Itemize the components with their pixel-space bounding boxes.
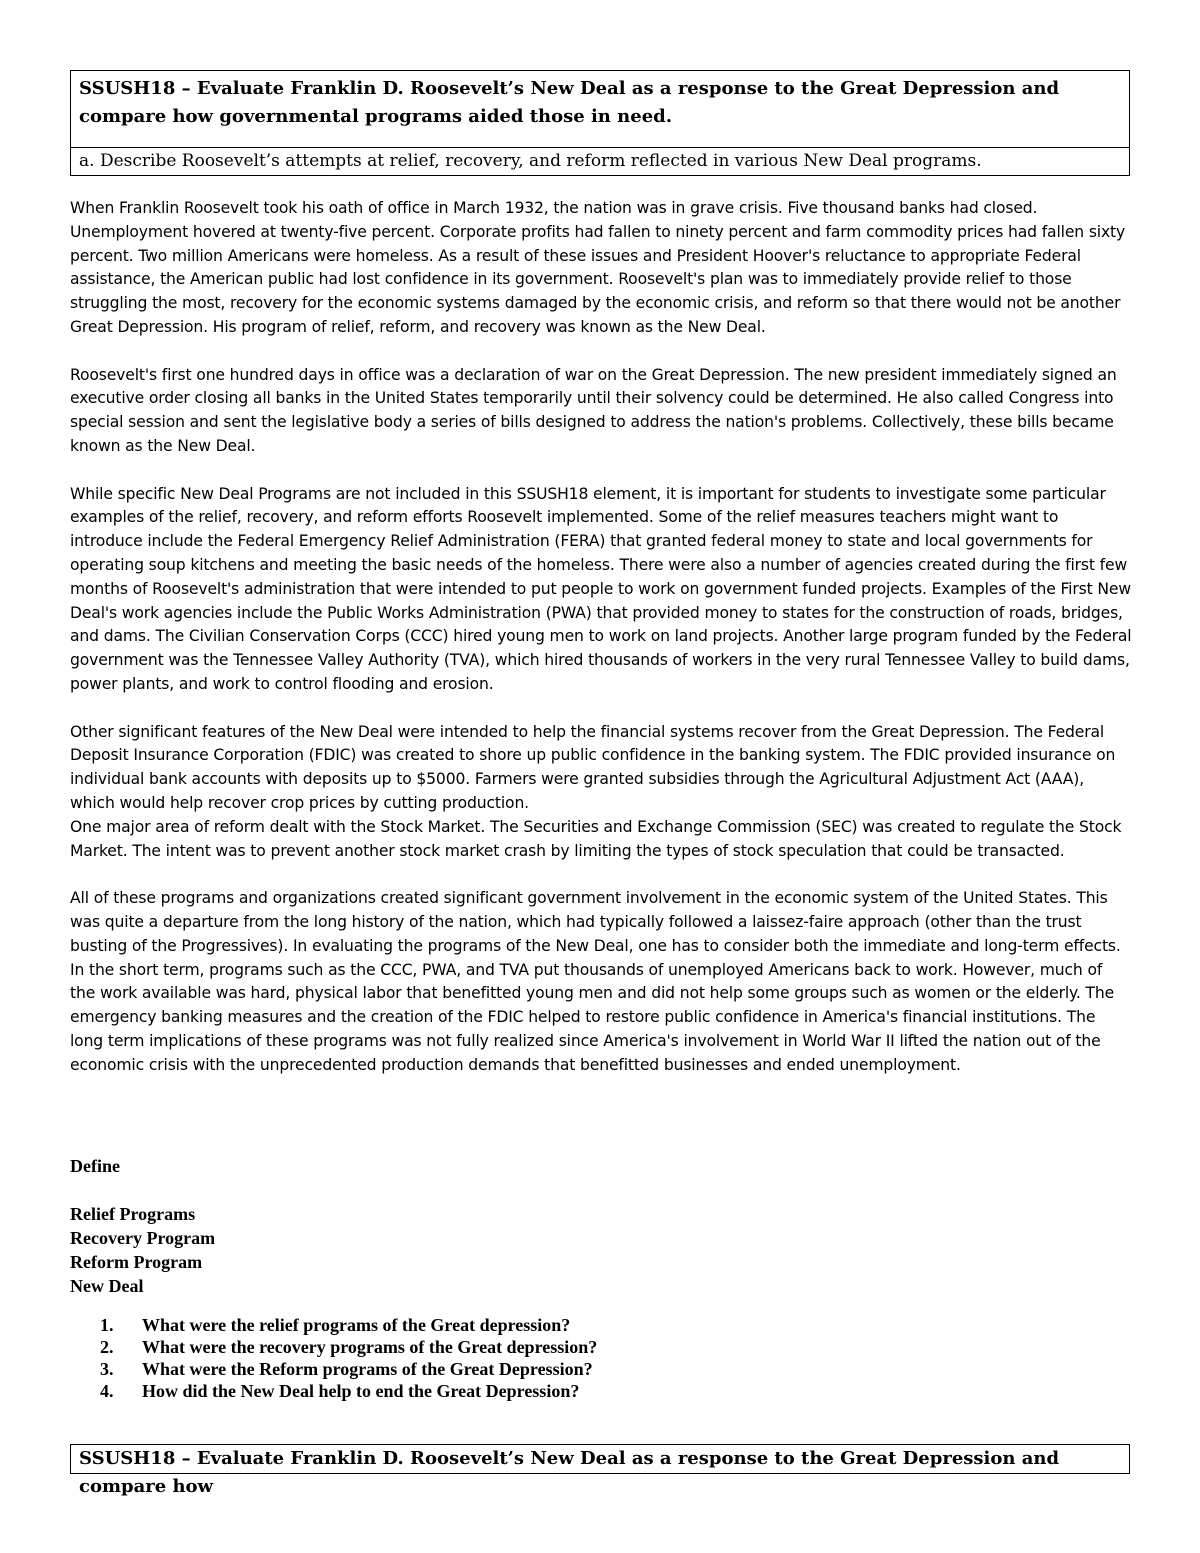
question-list	[100, 1314, 597, 1402]
standard-element: a. Describe Roosevelt’s attempts at relief, recovery, and reform reflected in various New Deal programs.	[71, 147, 1129, 175]
define-term: Relief Programs	[70, 1204, 196, 1224]
standard-box	[70, 70, 1130, 176]
question-number: 1.	[100, 1315, 114, 1335]
question-number: 4.	[100, 1381, 114, 1401]
question-number: 2.	[100, 1337, 114, 1357]
paragraph-reform: One major area of reform dealt with the Stock Market. The Securities and Exchange Commission (SEC) was created to regulate the Stock Market. The intent was to prevent another stock market crash by limiting the types of stock speculation that could be transacted.	[70, 817, 1122, 860]
paragraph-intro: When Franklin Roosevelt took his oath of office in March 1932, the nation was in grave crisis. Five thousand banks had closed. Unemployment hovered at twenty-five percent. Corporate profits had fallen to ninety percent and farm commodity prices had fallen sixty percent. Two million Americans were homeless. As a result of these issues and President Hoover's reluctance to appropriate Federal assistance, the American public had lost confidence in its government. Roosevelt's plan was to immediately provide relief to those struggling the most, recovery for the economic systems damaged by the economic crisis, and reform so that there would not be another Great Depression. His program of relief, reform, and recovery was known as the New Deal.	[70, 199, 1126, 336]
standard-title-repeat: SSUSH18 – Evaluate Franklin D. Roosevelt’s New Deal as a response to the Great Depression and compare how	[79, 1448, 1060, 1497]
question-text: What were the relief programs of the Great depression?	[142, 1315, 571, 1335]
define-term: Recovery Program	[70, 1228, 216, 1248]
question-item	[100, 1380, 597, 1402]
paragraph-evaluation: All of these programs and organizations created significant government involvement in the economic system of the United States. This was quite a departure from the long history of the nation, which had typically followed a laissez-faire approach (other than the trust busting of the Progressives). In evaluating the programs of the New Deal, one has to consider both the immediate and long-term effects. In the short term, programs such as the CCC, PWA, and TVA put thousands of unemployed Americans back to work. However, much of the work available was hard, physical labor that benefitted young men and did not help some groups such as women or the elderly. The emergency banking measures and the creation of the FDIC helped to restore public confidence in America's financial institutions. The long term implications of these programs was not fully realized since America's involvement in World War II lifted the nation out of the economic crisis with the unprecedented production demands that benefitted businesses and ended unemployment.	[70, 889, 1121, 1074]
question-text: What were the Reform programs of the Great Depression?	[142, 1359, 593, 1379]
paragraph-first-hundred-days: Roosevelt's first one hundred days in office was a declaration of war on the Great Depression. The new president immediately signed an executive order closing all banks in the United States temporarily until their solvency could be determined. He also called Congress into special session and sent the legislative body a series of bills designed to address the nation's problems. Collectively, these bills became known as the New Deal.	[70, 365, 1117, 455]
define-term: Reform Program	[70, 1252, 203, 1272]
question-item	[100, 1314, 597, 1336]
define-heading: Define	[70, 1156, 120, 1176]
standard-title: SSUSH18 – Evaluate Franklin D. Roosevelt’s New Deal as a response to the Great Depression and compare how governmental programs aided those in need.	[79, 78, 1060, 127]
question-text: How did the New Deal help to end the Great Depression?	[142, 1381, 580, 1401]
define-term: New Deal	[70, 1276, 144, 1296]
paragraph-recovery: Other significant features of the New Deal were intended to help the financial systems recover from the Great Depression. The Federal Deposit Insurance Corporation (FDIC) was created to shore up public confidence in the banking system. The FDIC provided insurance on individual bank accounts with deposits up to $5000. Farmers were granted subsidies through the Agricultural Adjustment Act (AAA), which would help recover crop prices by cutting production.	[70, 722, 1116, 812]
paragraph-relief-programs: While specific New Deal Programs are not included in this SSUSH18 element, it is important for students to investigate some particular examples of the relief, recovery, and reform efforts Roosevelt implemented. Some of the relief measures teachers might want to introduce include the Federal Emergency Relief Administration (FERA) that granted federal money to state and local governments for operating soup kitchens and meeting the basic needs of the homeless. There were also a number of agencies created during the first few months of Roosevelt's administration that were intended to put people to work on government funded projects. Examples of the First New Deal's work agencies include the Public Works Administration (PWA) that provided money to states for the construction of roads, bridges, and dams. The Civilian Conservation Corps (CCC) hired young men to work on land projects. Another large program funded by the Federal government was the Tennessee Valley Authority (TVA), which hired thousands of workers in the very rural Tennessee Valley to build dams, power plants, and work to control flooding and erosion.	[70, 484, 1132, 693]
reading-passage	[70, 197, 1132, 1101]
standard-box-repeat	[70, 1444, 1130, 1497]
question-text: What were the recovery programs of the Great depression?	[142, 1337, 598, 1357]
question-number: 3.	[100, 1359, 114, 1379]
question-item	[100, 1358, 597, 1380]
question-item	[100, 1336, 597, 1358]
define-section	[70, 1154, 215, 1298]
